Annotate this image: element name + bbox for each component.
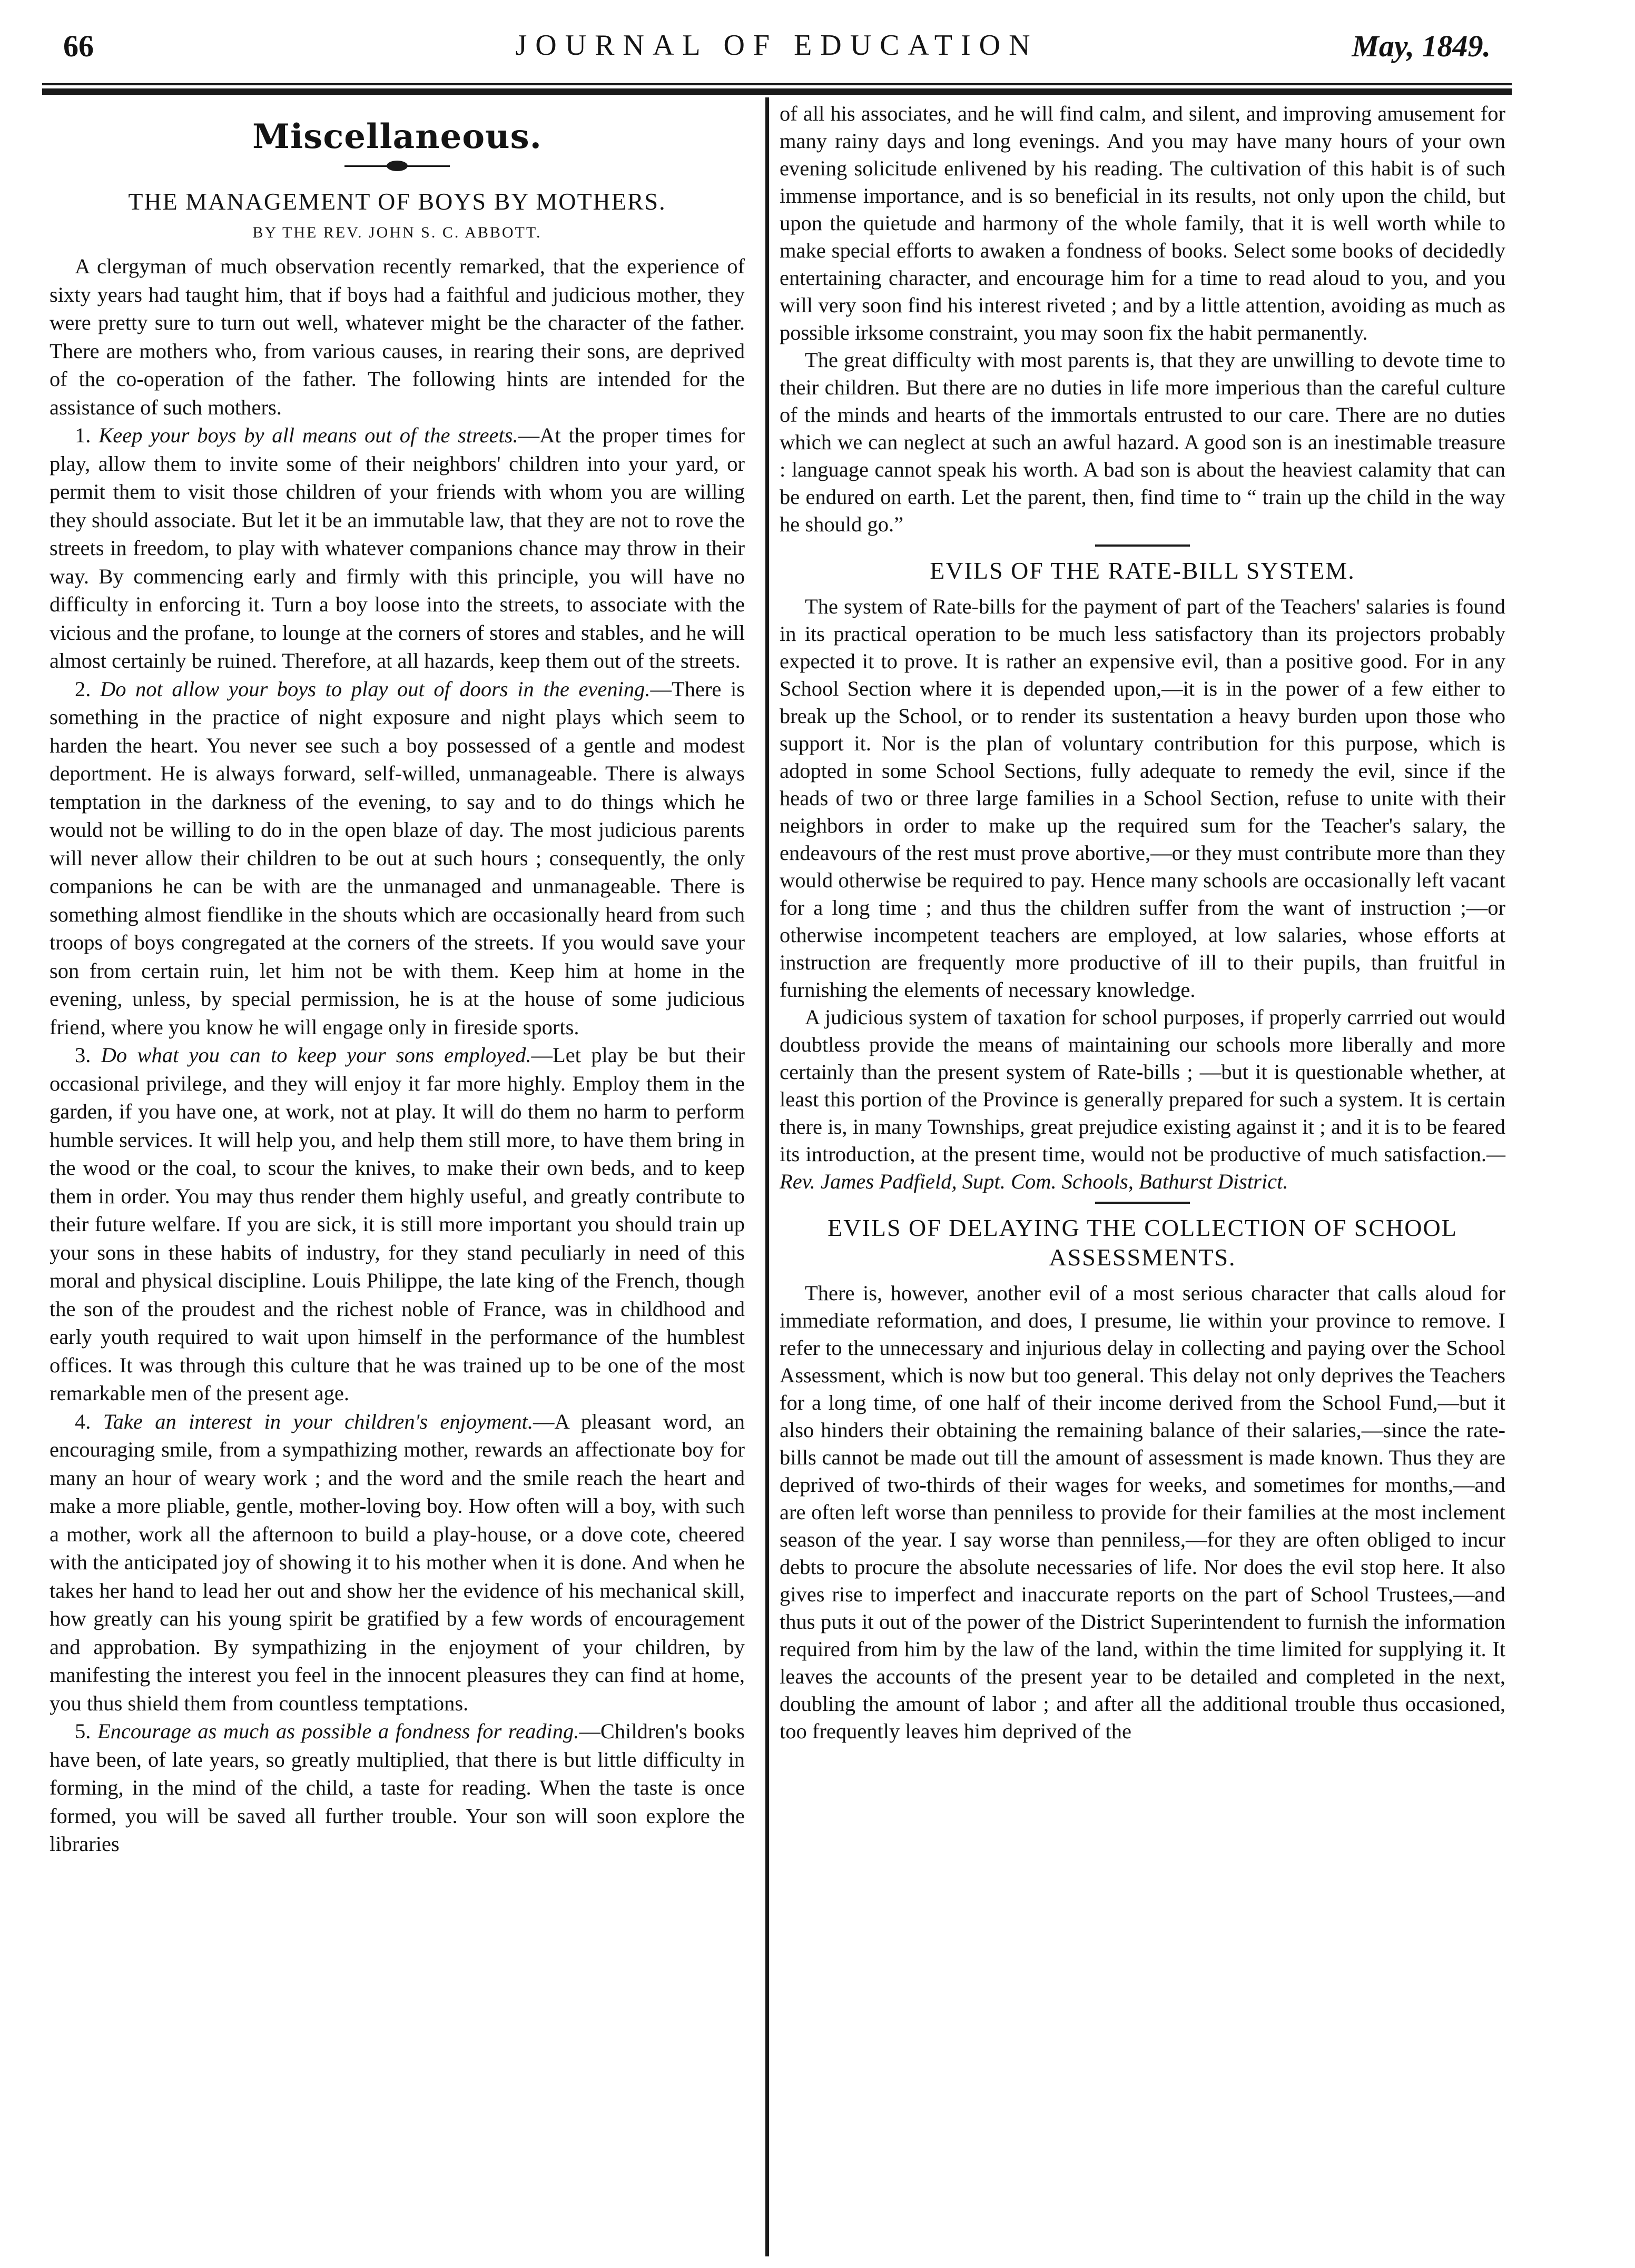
hint-number: 3. [75, 1043, 91, 1067]
left-column [50, 100, 745, 1858]
journal-title: JOURNAL OF EDUCATION [515, 29, 1039, 62]
paragraph: The system of Rate-bills for the payment of part of the Teachers' salaries is found in its practical operation to be much less satisfactory than its projectors probably expected it to prove. It is rather an expensive evil, than a positive good. For in any School Section where it is depended upon,—it is in the power of a few either to break up the School, or to render its sustentation a heavy burden upon those who support it. Nor is the plan of voluntary contribution for this purpose, which is adopted in some School Sections, fully adequate to remedy the evil, since if the heads of two or three large families in a School Section, refuse to unite with their neighbors in order to make up the required sum for the Teacher's salary, the endeavours of the rest must prove abortive,—or they must contribute more than they would otherwise be required to pay. Hence many schools are occasionally left vacant for a long time ; and thus the children suffer from the want of instruction ;—or otherwise incompetent teachers are employed, at low salaries, whose efforts at instruction are frequently more productive of ill to their pupils, than fruitful in furnishing the elements of necessary knowledge. [780, 595, 1505, 1002]
ornament-divider [344, 159, 450, 174]
paragraph [50, 1041, 745, 1408]
hint-heading: Do what you can to keep your sons employed. [101, 1043, 531, 1067]
short-rule [1095, 544, 1190, 547]
hint-body: —At the proper times for play, allow them to invite some of their neighbors' children into your yard, or permit them to visit those children of your friends with whom you are willing they should associate. But let it be an immutable law, that they are not to rove the streets in freedom, to play with whatever companions chance may throw in their way. By commencing early and firmly with this principle, you will have no difficulty in enforcing it. Turn a boy loose into the streets, to associate with the vicious and the profane, to lounge at the corners of stores and stables, and he will almost certainly be ruined. Therefore, at all hazards, keep them out of the streets. [50, 423, 745, 672]
article-title: THE MANAGEMENT OF BOYS BY MOTHERS. [128, 188, 666, 215]
header-rule-thick [42, 88, 1512, 95]
hint-heading: Encourage as much as possible a fondness for reading. [97, 1719, 579, 1743]
paragraph [780, 1004, 1505, 1195]
issue-date: May, 1849. [1352, 29, 1491, 63]
paragraph-text: A judicious system of taxation for school purposes, if properly carrried out would doubtless provide the means of maintaining our schools more liberally and more certainly than the present system of Rate-bills ; —but it is questionable whether, at least this portion of the Province is generally prepared for such a system. It is certain there is, in many Townships, great prejudice existing against it ; and it is to be feared its introduction, at the present time, would not be productive of much satisfaction. [780, 1005, 1505, 1166]
article-byline: BY THE REV. JOHN S. C. ABBOTT. [252, 224, 542, 241]
paragraph [50, 421, 745, 675]
section-heading: Miscellaneous. [252, 117, 542, 156]
page-number: 66 [63, 29, 94, 63]
paragraph [50, 1408, 745, 1718]
short-rule [1095, 1202, 1190, 1204]
paragraph: The great difficulty with most parents is, that they are unwilling to devote time to their children. But there are no duties in life more imperious than the careful culture of the minds and hearts of the immortals entrusted to our care. There are no duties which we can neglect at such an awful hazard. A good son is an inestimable treasure : language cannot speak his worth. A bad son is about the heaviest calamity that can be endured on earth. Let the parent, then, find time to “ train up the child in the way he should go.” [780, 348, 1505, 536]
hint-body: —A pleasant word, an encouraging smile, from a sympathizing mother, rewards an affectionate boy for many an hour of weary work ; and the word and the smile reach the heart and make a more pliable, gentle, mother-loving boy. How often will a boy, with such a mother, work all the afternoon to build a play-house, or a dove cote, cheered with the anticipated joy of showing it to his mother when it is done. And when he takes her hand to lead her out and show her the evidence of his mechanical skill, how greatly can his young spirit be gratified by a few words of encouragement and approbation. By sympathizing in the enjoyment of your children, by manifesting the interest you feel in the innocent pleasures they can find at home, you thus shield them from countless temptations. [50, 1409, 745, 1715]
hint-heading: Take an interest in your children's enjoyment. [103, 1409, 533, 1433]
hint-body: —Children's books have been, of late years, so greatly multiplied, that there is but little difficulty in forming, in the mind of the child, a taste for reading. When the taste is once formed, you will be saved all further trouble. Your son will soon explore the libraries [50, 1719, 745, 1856]
article-title: EVILS OF DELAYING THE COLLECTION OF SCHOOL ASSESSMENTS. [828, 1214, 1457, 1271]
hint-heading: Do not allow your boys to play out of doors in the evening. [100, 677, 651, 701]
hint-number: 4. [75, 1409, 91, 1433]
hint-number: 1. [75, 423, 91, 447]
column-divider [765, 97, 769, 2256]
hint-number: 5. [75, 1719, 91, 1743]
signature: —Rev. James Padfield, Supt. Com. Schools, Bathurst District. [780, 1142, 1505, 1193]
hint-body: —There is something in the practice of night exposure and night plays which seem to harden the heart. You never see such a boy possessed of a gentle and modest deportment. He is always forward, self-willed, unmanageable. There is always temptation in the darkness of the evening, to say and to do things which he would not be willing to do in the open blaze of day. The most judicious parents will never allow their children to be out at such hours ; consequently, the only companions he can be with are the unmanaged and unmanageable. There is something almost fiendlike in the shouts which are occasionally heard from such troops of boys congregated at the corners of the streets. If you would save your son from certain ruin, let him not be with them. Keep him at home in the evening, unless, by special permission, he is at the house of some judicious friend, where you know he will engage only in fireside sports. [50, 677, 745, 1039]
hint-body: —Let play be but their occasional privilege, and they will enjoy it far more highly. Employ them in the garden, if you have one, at work, not at play. It will do them no harm to perform humble services. It will help you, and help them still more, to have them bring in the wood or the coal, to scour the knives, to make their own beds, and to keep them in order. You may thus render them highly useful, and greatly contribute to their future welfare. If you are sick, it is still more important you should train up your sons in these habits of industry, for they stand peculiarly in need of this moral and physical discipline. Louis Philippe, the late king of the French, though the son of the proudest and the richest noble of France, was in childhood and early youth required to wait upon himself in the performance of the humblest offices. It was through this culture that he was trained up to be one of the most remarkable men of the present age. [50, 1043, 745, 1405]
right-column [780, 100, 1505, 1745]
paragraph [50, 1717, 745, 1858]
article-title: EVILS OF THE RATE-BILL SYSTEM. [930, 557, 1355, 584]
paragraph [50, 675, 745, 1042]
page-header [42, 21, 1512, 68]
header-rule [42, 83, 1512, 85]
paragraph: of all his associates, and he will find calm, and silent, and improving amusement for many rainy days and long evenings. And you may have many hours of your own evening solicitude enlivened by his reading. The cultivation of this habit is of such immense importance, and is so beneficial in its results, not only upon the child, but upon the quietude and harmony of the whole family, that it is well worth while to make special efforts to awaken a fondness of books. Select some books of decidedly entertaining character, and encourage him for a time to read aloud to you, and you will very soon find his interest riveted ; and by a little attention, avoiding as much as possible irksome constraint, you may soon fix the habit permanently. [780, 102, 1505, 344]
paragraph: A clergyman of much observation recently remarked, that the experience of sixty years had taught him, that if boys had a faithful and judicious mother, they were pretty sure to turn out well, whatever might be the character of the father. There are mothers who, from various causes, in rearing their sons, are deprived of the co-operation of the father. The following hints are intended for the assistance of such mothers. [50, 254, 745, 419]
hint-number: 2. [75, 677, 91, 701]
hint-heading: Keep your boys by all means out of the streets. [99, 423, 518, 447]
paragraph: There is, however, another evil of a most serious character that calls aloud for immediate reformation, and does, I presume, lie within your province to remove. I refer to the unnecessary and injurious delay in collecting and paying over the School Assessment, which is now but too general. This delay not only deprives the Teachers for a long time, of one half of their income derived from the School Fund,—but it also hinders their obtaining the remaining balance of their salaries,—since the rate-bills cannot be made out till the amount of assessment is made known. Thus they are deprived of two-thirds of their wages for weeks, and sometimes for months,—and are often left worse than penniless to provide for their families at the most inclement season of the year. I say worse than penniless,—for they are often obliged to incur debts to procure the absolute necessaries of life. Nor does the evil stop here. It also gives rise to imperfect and inaccurate reports on the part of School Trustees,—and thus puts it out of the power of the District Superintendent to furnish the information required from him by the law of the land, within the time limited for supplying it. It leaves the accounts of the present year to be detailed and completed in the next, doubling the amount of labor ; and after all the additional trouble thus occasioned, too frequently leaves him deprived of the [780, 1281, 1505, 1743]
